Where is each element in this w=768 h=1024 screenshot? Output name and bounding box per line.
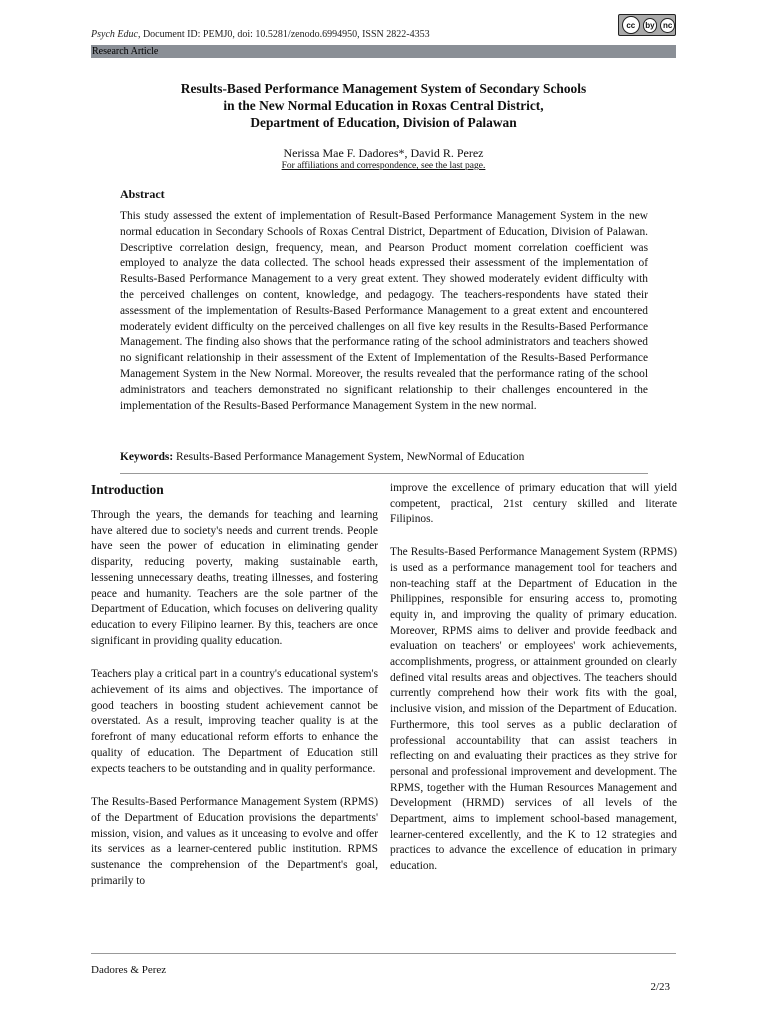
section-label: Research Article	[92, 46, 159, 57]
right-column	[390, 481, 677, 892]
by-icon: by	[643, 18, 658, 33]
journal-name: Psych Educ	[91, 29, 138, 40]
abstract-divider	[120, 473, 648, 474]
title-line: Department of Education, Division of Palawan	[250, 115, 517, 130]
affiliation-link[interactable]: For affiliations and correspondence, see the last page.	[281, 161, 486, 171]
nc-icon: nc	[660, 18, 675, 33]
abstract-text: This study assessed the extent of implementation of Result-Based Performance Management System in the new normal education in Secondary Schools of Roxas Central District, Department of Education, Division of Palawan. Descriptive correlation design, frequency, mean, and Pearson Product moment correlation coefficient was employed to analyze the data collected. The school heads expressed their assessment of the implementation of Results-Based Performance Management to a very great extent. They showed moderately evident difficulty with the perceived challenges on content, knowledge, and pedagogy. The teachers-respondents have stated their assessment of the implementation of Results-Based Performance Management to a great extent and encountered moderately evident difficulty on the perceived challenges on all five key results in the Results-Based Performance Management. The finding also shows that the performance rating of the school administrators and teachers showed no significant relationship in their assessment of the Extent of Implementation of the Results-Based Performance Management System in the New Normal. Moreover, the results revealed that the performance rating of the school administrators and teachers demonstrated no significant relationship to their challenges encountered in the implementation of the Results-Based Performance Management System in the new normal.	[120, 210, 648, 412]
paper-title	[91, 80, 676, 131]
abstract-heading: Abstract	[120, 187, 165, 201]
body-paragraph: The Results-Based Performance Management System (RPMS) is used as a performance management tool for teachers and non-teaching staff at the Department of Education in the Philippines, responsible for ensuring access to, promoting equity in, and improving the quality of primary education. Moreover, RPMS aims to deliver and provide feedback and evaluation on teachers' or employees' work achievements, accomplishments, progress, or attainment grounded on clearly defined vital results areas and objectives. The teachers should currently comprehend how their work fits with the goal, inclusive vision, and mission of the Department of Education. Furthermore, this tool serves as a public declaration of professional accountability that can assist teachers in reflecting on and evaluating their practices as they strive for personal and professional improvement and development. The RPMS, together with the Human Resources Management and Development (HRMD) services of all levels of the Department, aims to implement school-based management, learner-centered excellently, and the K to 12 strategies and practices to advance the excellence of education in primary education.	[390, 546, 677, 873]
body-paragraph: Teachers play a critical part in a country's educational system's achievement of its aims and objectives. The importance of good teachers in boosting student achievement cannot be overstated. As a result, improving teacher quality is at the forefront of many educational reform efforts to enhance the quality of education. The Department of Education still expects teachers to be outstanding and in quality performance.	[91, 668, 378, 775]
keywords-label: Keywords:	[120, 451, 174, 463]
body-paragraph: improve the excellence of primary education that will yield competent, practical, 21st century skilled and literate Filipinos.	[390, 482, 677, 526]
body-paragraph: The Results-Based Performance Management System (RPMS) of the Department of Education provisions the departments' mission, vision, and values as it unceasing to evolve and offer its services as a learner-centered public institution. RPMS sustenance the comprehension of the Department's goal, primarily to	[91, 796, 378, 887]
footer-authors: Dadores & Perez	[91, 964, 167, 976]
introduction-heading: Introduction	[91, 482, 164, 497]
citation-header	[91, 29, 611, 41]
title-line: in the New Normal Education in Roxas Central District,	[223, 98, 544, 113]
author-list: Nerissa Mae F. Dadores*, David R. Perez	[283, 146, 484, 160]
section-bar	[91, 45, 676, 58]
left-column	[91, 481, 378, 907]
footer-divider	[91, 953, 676, 954]
keywords-line	[120, 450, 648, 465]
body-paragraph: Through the years, the demands for teaching and learning have altered due to society's needs and current trends. People have seen the power of education in eliminating gender disparity, reducing poverty, making sustainable earth, lessening unnecessary deaths, treating illnesses, and fostering peace and humanity. Teachers are the sole partner of the Department of Education, which focuses on delivering quality education to every Filipino learner. By this, teachers are once significant in providing quality education.	[91, 509, 378, 647]
cc-license-badge[interactable]	[618, 14, 676, 36]
keywords-text: Results-Based Performance Management System, NewNormal of Education	[173, 451, 525, 463]
cc-icon: cc	[622, 16, 640, 34]
citation-details: , Document ID: PEMJ0, doi: 10.5281/zenodo.6994950, ISSN 2822-4353	[137, 29, 430, 40]
page-number: 2/23	[650, 981, 670, 993]
title-line: Results-Based Performance Management System of Secondary Schools	[180, 81, 587, 96]
